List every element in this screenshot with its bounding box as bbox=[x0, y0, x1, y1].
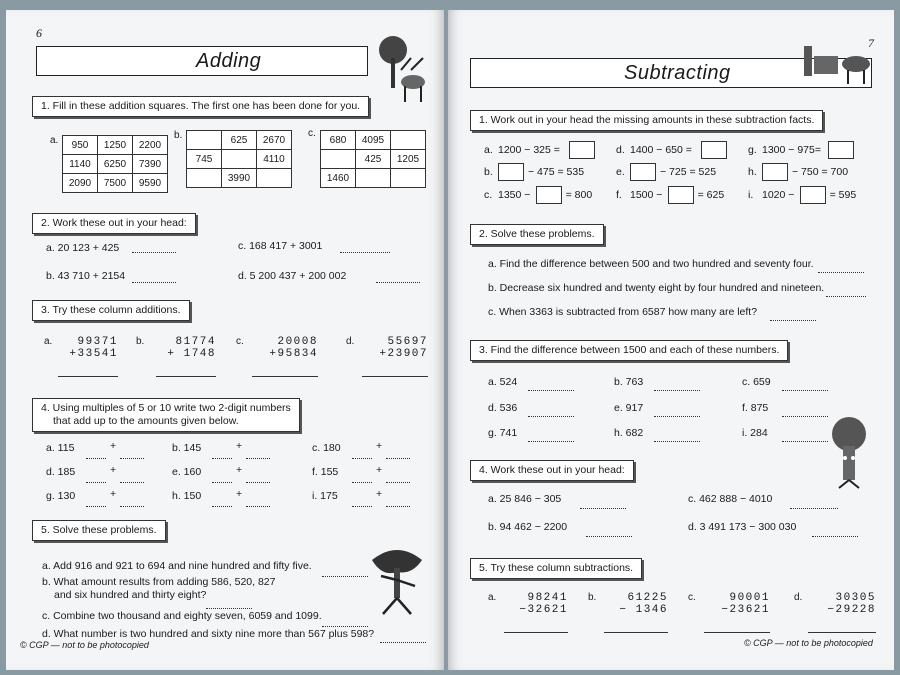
fact-label: g. bbox=[748, 144, 757, 156]
column-subtraction-d: 30305 −29228 bbox=[808, 592, 876, 633]
grid-cell: 6250 bbox=[98, 155, 133, 174]
q2-prompt: 2. Work these out in your head: bbox=[32, 213, 196, 234]
answer-line[interactable] bbox=[782, 380, 828, 391]
q5-item-a: a. Add 916 and 921 to 694 and nine hundred and fifty five. bbox=[42, 560, 312, 572]
difference-item: a. 524 bbox=[488, 376, 518, 388]
answer-line[interactable] bbox=[654, 380, 700, 391]
fact-text: − 725 = 525 bbox=[660, 166, 717, 178]
q4-item-a: a. 25 846 − 305 bbox=[488, 493, 562, 505]
q3-label-b: b. bbox=[136, 336, 145, 347]
answer-line[interactable] bbox=[376, 272, 420, 283]
grid-cell: 425 bbox=[356, 150, 391, 169]
grid-cell: 950 bbox=[63, 136, 98, 155]
grid-cell: 3990 bbox=[222, 169, 257, 188]
difference-item: i. 284 bbox=[742, 427, 768, 439]
fact-label: c. bbox=[484, 189, 493, 201]
fact-text: 1200 − 325 = bbox=[498, 144, 560, 156]
answer-line[interactable] bbox=[86, 472, 106, 483]
footer: © CGP — not to be photocopied bbox=[20, 640, 149, 650]
answer-line[interactable] bbox=[246, 448, 270, 459]
answer-line[interactable] bbox=[352, 496, 372, 507]
empty-cell[interactable] bbox=[222, 150, 257, 169]
column-addition-a: 99371 +33541 bbox=[58, 336, 118, 377]
q3-label-d: d. bbox=[346, 336, 355, 347]
q4-item: c. 180 bbox=[312, 442, 341, 454]
column-subtraction-c: 90001 −23621 bbox=[704, 592, 770, 633]
answer-box[interactable] bbox=[828, 141, 854, 159]
fact-text: 1020 − bbox=[762, 189, 795, 201]
addition-square-b[interactable] bbox=[186, 130, 292, 188]
answer-line[interactable] bbox=[212, 496, 232, 507]
grid-cell: 1205 bbox=[391, 150, 426, 169]
column-subtraction-b: 61225 − 1346 bbox=[604, 592, 668, 633]
answer-line[interactable] bbox=[528, 431, 574, 442]
plus-sign: + bbox=[236, 440, 243, 452]
fact-text: = 625 bbox=[697, 189, 725, 201]
column-addition-d: 55697 +23907 bbox=[362, 336, 428, 377]
q4-item-d: d. 3 491 173 − 300 030 bbox=[688, 521, 797, 533]
fact-label: a. bbox=[484, 144, 493, 156]
q5-prompt: 5. Solve these problems. bbox=[32, 520, 166, 541]
q4-item: e. 160 bbox=[172, 466, 202, 478]
answer-line[interactable] bbox=[132, 242, 176, 253]
addition-square-a bbox=[62, 135, 168, 193]
answer-line[interactable] bbox=[826, 286, 866, 297]
answer-line[interactable] bbox=[654, 406, 700, 417]
answer-line[interactable] bbox=[246, 472, 270, 483]
answer-line[interactable] bbox=[386, 448, 410, 459]
grid-cell: 2090 bbox=[63, 174, 98, 193]
grid-cell: 745 bbox=[187, 150, 222, 169]
difference-item: g. 741 bbox=[488, 427, 518, 439]
fact-text: 1400 − 650 = bbox=[630, 144, 692, 156]
q4-prompt: 4. Work these out in your head: bbox=[470, 460, 634, 481]
difference-item: h. 682 bbox=[614, 427, 644, 439]
fact-text: − 750 = 700 bbox=[792, 166, 849, 178]
q2-item-c: c. 168 417 + 3001 bbox=[238, 240, 323, 252]
grid-cell: 7390 bbox=[133, 155, 168, 174]
fact-text: 1350 − bbox=[498, 189, 531, 201]
answer-box[interactable] bbox=[668, 186, 694, 204]
fact-label: i. bbox=[748, 189, 754, 201]
grid-cell: 625 bbox=[222, 131, 257, 150]
q1-label-a: a. bbox=[50, 135, 59, 146]
q1-label-c: c. bbox=[308, 128, 316, 139]
q3-prompt: 3. Find the difference between 1500 and each of these numbers. bbox=[470, 340, 788, 361]
answer-line[interactable] bbox=[812, 526, 858, 537]
answer-box[interactable] bbox=[498, 163, 524, 181]
machine-animal-illustration bbox=[800, 42, 880, 92]
q5-item-b-line2: and six hundred and thirty eight? bbox=[54, 589, 207, 601]
answer-line[interactable] bbox=[352, 472, 372, 483]
answer-line[interactable] bbox=[782, 431, 828, 442]
q4-item: i. 175 bbox=[312, 490, 338, 502]
grid-cell: 1250 bbox=[98, 136, 133, 155]
fact-text: = 595 bbox=[829, 189, 857, 201]
empty-cell[interactable] bbox=[187, 131, 222, 150]
answer-box[interactable] bbox=[800, 186, 826, 204]
grid-cell: 680 bbox=[321, 131, 356, 150]
answer-box[interactable] bbox=[536, 186, 562, 204]
answer-line[interactable] bbox=[206, 598, 252, 609]
q5-label-a: a. bbox=[488, 592, 497, 603]
q4-item: f. 155 bbox=[312, 466, 339, 478]
q1-label-b: b. bbox=[174, 130, 183, 141]
plus-sign: + bbox=[110, 440, 117, 452]
plus-sign: + bbox=[376, 440, 383, 452]
page-number: 7 bbox=[868, 36, 874, 50]
grid-cell: 7500 bbox=[98, 174, 133, 193]
q4-item: d. 185 bbox=[46, 466, 76, 478]
addition-square-c[interactable] bbox=[320, 130, 426, 188]
answer-line[interactable] bbox=[528, 380, 574, 391]
answer-line[interactable] bbox=[120, 496, 144, 507]
fact-text: = 800 bbox=[565, 189, 593, 201]
grid-cell: 4095 bbox=[356, 131, 391, 150]
q2-item-a: a. Find the difference between 500 and two hundred and seventy four. bbox=[488, 258, 814, 270]
fact-text: 1500 − bbox=[630, 189, 663, 201]
grid-cell: 1460 bbox=[321, 169, 356, 188]
empty-cell[interactable] bbox=[391, 131, 426, 150]
difference-item: f. 875 bbox=[742, 402, 769, 414]
plus-sign: + bbox=[236, 464, 243, 476]
answer-line[interactable] bbox=[782, 406, 828, 417]
answer-line[interactable] bbox=[386, 496, 410, 507]
column-addition-c: 20008 +95834 bbox=[252, 336, 318, 377]
answer-line[interactable] bbox=[212, 448, 232, 459]
q2-item-b: b. Decrease six hundred and twenty eight by four hundred and nineteen. bbox=[488, 282, 825, 294]
fact-label: h. bbox=[748, 166, 757, 178]
difference-item: b. 763 bbox=[614, 376, 644, 388]
empty-cell[interactable] bbox=[356, 169, 391, 188]
q4-item: h. 150 bbox=[172, 490, 202, 502]
difference-item: d. 536 bbox=[488, 402, 518, 414]
q2-item-d: d. 5 200 437 + 200 002 bbox=[238, 270, 347, 282]
answer-line[interactable] bbox=[654, 431, 700, 442]
answer-line[interactable] bbox=[386, 472, 410, 483]
answer-line[interactable] bbox=[580, 498, 626, 509]
q2-item-a: a. 20 123 + 425 bbox=[46, 242, 120, 254]
difference-item: c. 659 bbox=[742, 376, 771, 388]
q5-label-d: d. bbox=[794, 592, 803, 603]
page-title: Subtracting bbox=[624, 62, 731, 84]
q5-label-b: b. bbox=[588, 592, 597, 603]
answer-line[interactable] bbox=[246, 496, 270, 507]
column-addition-b: 81774 + 1748 bbox=[156, 336, 216, 377]
q5-item-b-line1: b. What amount results from adding 586, 520, 827 bbox=[42, 576, 276, 588]
left-page bbox=[6, 10, 444, 670]
footer: © CGP — not to be photocopied bbox=[744, 638, 873, 648]
fact-text: 1300 − 975= bbox=[762, 144, 821, 156]
answer-line[interactable] bbox=[86, 448, 106, 459]
plus-sign: + bbox=[110, 464, 117, 476]
empty-cell[interactable] bbox=[187, 169, 222, 188]
answer-line[interactable] bbox=[132, 272, 176, 283]
page-number: 6 bbox=[36, 26, 42, 40]
grid-cell: 1140 bbox=[63, 155, 98, 174]
plus-sign: + bbox=[376, 488, 383, 500]
plus-sign: + bbox=[376, 464, 383, 476]
deer-tree-illustration bbox=[371, 30, 431, 105]
empty-cell[interactable] bbox=[321, 150, 356, 169]
answer-line[interactable] bbox=[528, 406, 574, 417]
grid-cell: 4110 bbox=[257, 150, 292, 169]
q2-item-c: c. When 3363 is subtracted from 6587 how many are left? bbox=[488, 306, 758, 318]
page-title: Adding bbox=[196, 50, 262, 72]
plus-sign: + bbox=[110, 488, 117, 500]
q4-item-b: b. 94 462 − 2200 bbox=[488, 521, 568, 533]
right-page bbox=[448, 10, 894, 670]
q2-item-b: b. 43 710 + 2154 bbox=[46, 270, 126, 282]
grid-cell: 2200 bbox=[133, 136, 168, 155]
column-subtraction-a: 98241 −32621 bbox=[504, 592, 568, 633]
answer-line[interactable] bbox=[352, 448, 372, 459]
q1-prompt: 1. Fill in these addition squares. The first one has been done for you. bbox=[32, 96, 369, 117]
answer-line[interactable] bbox=[818, 262, 864, 273]
q4-item-c: c. 462 888 − 4010 bbox=[688, 493, 773, 505]
fact-label: d. bbox=[616, 144, 625, 156]
q5-prompt: 5. Try these column subtractions. bbox=[470, 558, 642, 579]
empty-cell[interactable] bbox=[257, 169, 292, 188]
q5-item-c: c. Combine two thousand and eighty seven, 6059 and 1099. bbox=[42, 610, 322, 622]
q4-prompt: 4. Using multiples of 5 or 10 write two 2-digit numbers that add up to the amounts given below. bbox=[32, 398, 300, 432]
answer-line[interactable] bbox=[212, 472, 232, 483]
fact-label: f. bbox=[616, 189, 622, 201]
fact-text: − 475 = 535 bbox=[528, 166, 585, 178]
grid-cell: 2670 bbox=[257, 131, 292, 150]
scared-tree-illustration bbox=[824, 414, 874, 490]
answer-line[interactable] bbox=[586, 526, 632, 537]
answer-line[interactable] bbox=[120, 448, 144, 459]
plus-sign: + bbox=[236, 488, 243, 500]
q3-label-a: a. bbox=[44, 336, 53, 347]
q3-label-c: c. bbox=[236, 336, 244, 347]
q4-item: b. 145 bbox=[172, 442, 202, 454]
q3-prompt: 3. Try these column additions. bbox=[32, 300, 190, 321]
grid-cell: 9590 bbox=[133, 174, 168, 193]
q1-prompt: 1. Work out in your head the missing amounts in these subtraction facts. bbox=[470, 110, 823, 131]
answer-box[interactable] bbox=[701, 141, 727, 159]
q2-prompt: 2. Solve these problems. bbox=[470, 224, 604, 245]
answer-box[interactable] bbox=[762, 163, 788, 181]
answer-line[interactable] bbox=[340, 242, 390, 253]
q5-label-c: c. bbox=[688, 592, 696, 603]
fact-label: e. bbox=[616, 166, 625, 178]
q5-item-d: d. What number is two hundred and sixty nine more than 567 plus 598? bbox=[42, 628, 375, 640]
q4-item: a. 115 bbox=[46, 442, 75, 454]
answer-line[interactable] bbox=[790, 498, 838, 509]
answer-line[interactable] bbox=[120, 472, 144, 483]
running-tree-illustration bbox=[362, 540, 432, 620]
answer-line[interactable] bbox=[770, 310, 816, 321]
answer-line[interactable] bbox=[86, 496, 106, 507]
difference-item: e. 917 bbox=[614, 402, 644, 414]
answer-line[interactable] bbox=[380, 632, 426, 643]
q4-item: g. 130 bbox=[46, 490, 76, 502]
answer-box[interactable] bbox=[569, 141, 595, 159]
fact-label: b. bbox=[484, 166, 493, 178]
empty-cell[interactable] bbox=[391, 169, 426, 188]
answer-box[interactable] bbox=[630, 163, 656, 181]
